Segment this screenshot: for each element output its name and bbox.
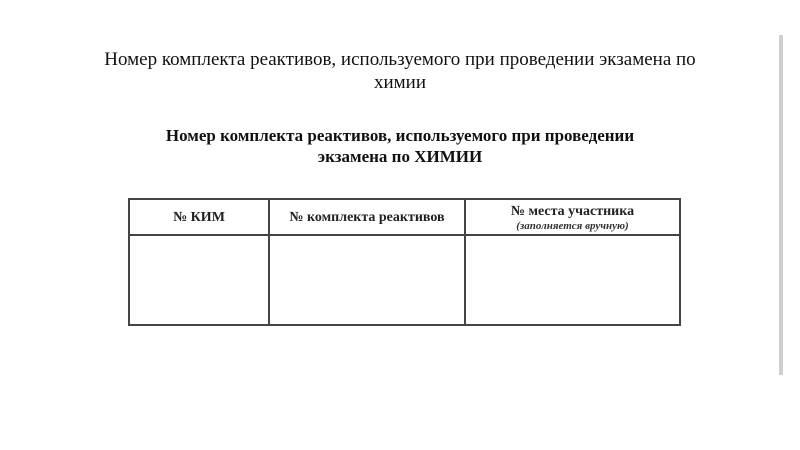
- column-header-label: № места участника: [510, 203, 635, 219]
- form-heading-line-2: экзамена по ХИМИИ: [317, 147, 483, 166]
- column-header-kim: [129, 199, 269, 235]
- cell-kit-number: [269, 235, 465, 325]
- vertical-scrollbar[interactable]: [779, 35, 783, 375]
- form-image: [120, 115, 690, 335]
- column-header-kit-number: [269, 199, 465, 235]
- cell-seat-number: [465, 235, 680, 325]
- column-header-sublabel: (заполняется вручную): [516, 219, 629, 232]
- cell-kim-number: [129, 235, 269, 325]
- slide-title: Номер комплекта реактивов, используемого при проведении экзамена по химии: [104, 49, 696, 93]
- column-header-label: № комплекта реактивов: [289, 210, 445, 225]
- form-heading-line-1: Номер комплекта реактивов, используемого при проведении: [165, 126, 635, 145]
- form-heading: [120, 125, 680, 167]
- column-header-label: № КИМ: [173, 210, 225, 225]
- reagent-kit-table: [128, 198, 681, 326]
- table-header-row: [129, 199, 680, 235]
- table-row: [129, 235, 680, 325]
- column-header-seat-number: [465, 199, 680, 235]
